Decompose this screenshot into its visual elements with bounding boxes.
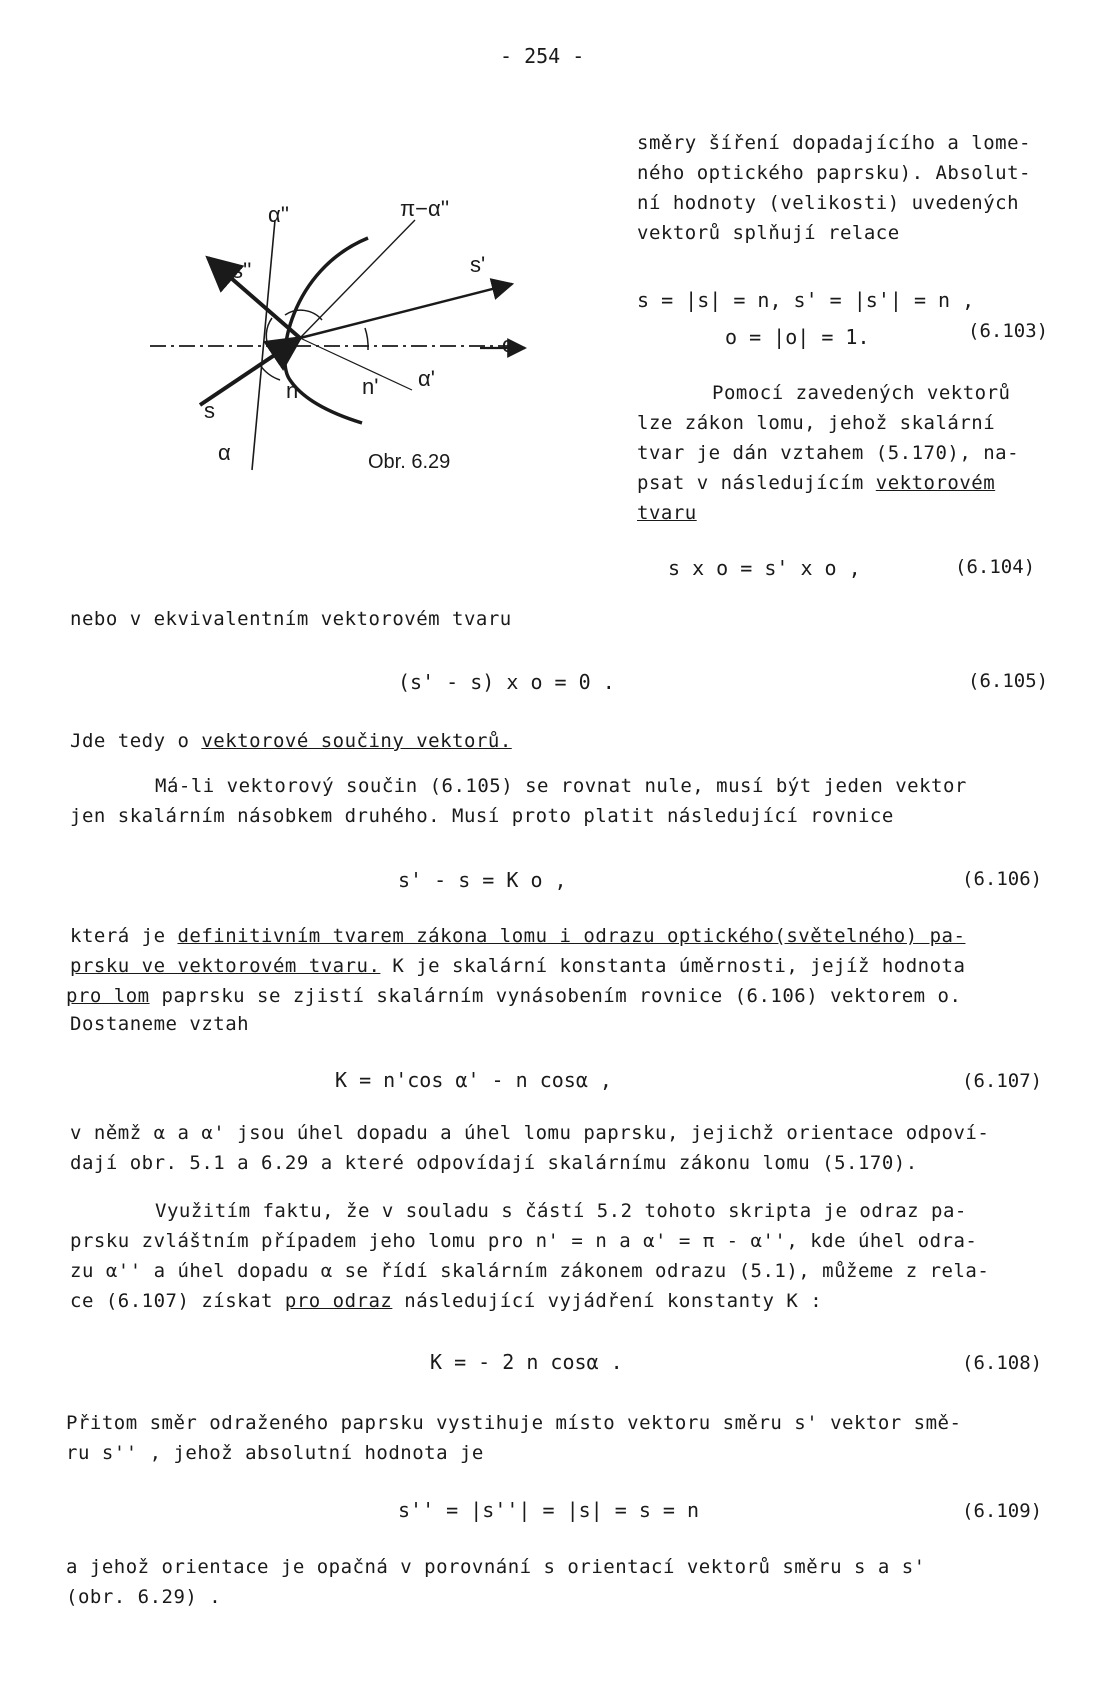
right-col-p2-line-5: tvaru bbox=[637, 502, 697, 524]
right-col-line-4: vektorů splňují relace bbox=[637, 222, 900, 244]
right-col-p2-line-1: Pomocí zavedených vektorů bbox=[712, 382, 1011, 404]
body-line-4: jen skalárním násobkem druhého. Musí proto platit následující rovnice bbox=[70, 805, 894, 827]
label-pi-minus-alpha: π−α'' bbox=[400, 196, 450, 221]
equation-number-6-103: (6.103) bbox=[968, 320, 1049, 342]
equation-number-6-104: (6.104) bbox=[955, 556, 1036, 578]
body-line-5 bbox=[70, 925, 965, 947]
body-line-14 bbox=[70, 1290, 822, 1312]
body-line-12: prsku zvláštním případem jeho lomu pro n' = n a α' = π - α'', kde úhel odra- bbox=[70, 1230, 978, 1252]
body-line-14-text-a: ce (6.107) získat bbox=[70, 1290, 285, 1312]
body-line-14-underlined: pro odraz bbox=[284, 1290, 393, 1312]
body-line-11: Využitím faktu, že v souladu s částí 5.2 tohoto skripta je odraz pa- bbox=[155, 1200, 967, 1222]
body-line-7-text: paprsku se zjistí skalárním vynásobením rovnice (6.106) vektorem o. bbox=[149, 985, 962, 1007]
body-line-13: zu α'' a úhel dopadu α se řídí skalárním zákonem odrazu (5.1), můžeme z rela- bbox=[70, 1260, 990, 1282]
body-line-6 bbox=[70, 955, 965, 977]
pi-alpha-line bbox=[300, 220, 415, 338]
equation-6-104: s x o = s' x o , bbox=[668, 556, 861, 580]
body-line-18: (obr. 6.29) . bbox=[66, 1586, 222, 1608]
label-alpha: α bbox=[218, 440, 231, 465]
right-col-line-3: ní hodnoty (velikosti) uvedených bbox=[637, 192, 1020, 214]
equation-6-106: s' - s = K o , bbox=[398, 868, 567, 892]
body-line-7 bbox=[66, 985, 961, 1007]
body-line-6-underlined: prsku ve vektorovém tvaru. bbox=[70, 955, 381, 977]
equation-6-109: s'' = |s''| = |s| = s = n bbox=[398, 1498, 700, 1522]
right-col-p2-line-4-text: psat v následujícím bbox=[637, 472, 864, 494]
equation-number-6-109: (6.109) bbox=[962, 1500, 1043, 1522]
body-line-9: v němž α a α' jsou úhel dopadu a úhel lomu paprsku, jejichž orientace odpoví- bbox=[70, 1122, 990, 1144]
refracted-ray bbox=[300, 284, 512, 338]
body-line-17: a jehož orientace je opačná v porovnání s orientací vektorů směru s a s' bbox=[66, 1556, 926, 1578]
label-alpha-prime: α' bbox=[418, 366, 435, 391]
label-n-prime: n' bbox=[362, 374, 379, 399]
label-n: n bbox=[286, 378, 299, 403]
body-line-14-text-b: následující vyjádření konstanty K : bbox=[392, 1290, 823, 1312]
body-line-8: Dostaneme vztah bbox=[70, 1013, 250, 1035]
equation-number-6-107: (6.107) bbox=[962, 1070, 1043, 1092]
angle-arc-4 bbox=[260, 365, 280, 380]
body-line-15: Přitom směr odraženého paprsku vystihuje místo vektoru směru s' vektor smě- bbox=[66, 1412, 962, 1434]
right-col-p2-line-4 bbox=[637, 472, 995, 494]
right-col-line-1: směry šíření dopadajícího a lome- bbox=[637, 132, 1031, 154]
equation-number-6-108: (6.108) bbox=[962, 1352, 1043, 1374]
body-line-6-text: K je skalární konstanta úměrnosti, jejíž hodnota bbox=[380, 955, 966, 977]
figure-6-29 bbox=[140, 180, 560, 520]
body-line-1: nebo v ekvivalentním vektorovém tvaru bbox=[70, 608, 512, 630]
body-line-3: Má-li vektorový součin (6.105) se rovnat nule, musí být jeden vektor bbox=[155, 775, 967, 797]
right-col-p2-line-4-underlined: vektorovém bbox=[875, 472, 996, 494]
body-line-5-text: která je bbox=[70, 925, 178, 947]
label-alpha-double-prime: α'' bbox=[268, 202, 290, 227]
equation-number-6-105: (6.105) bbox=[968, 670, 1049, 692]
body-line-2-text: Jde tedy o bbox=[70, 730, 202, 752]
label-s-double-prime: s'' bbox=[232, 258, 252, 283]
right-col-p2-line-3: tvar je dán vztahem (5.170), na- bbox=[637, 442, 1020, 464]
label-o: o bbox=[502, 332, 515, 357]
body-line-10: dají obr. 5.1 a 6.29 a které odpovídají skalárnímu zákonu lomu (5.170). bbox=[70, 1152, 918, 1174]
reflected-ray bbox=[208, 258, 300, 338]
body-line-2-underlined: vektorové součiny vektorů. bbox=[201, 730, 512, 752]
label-s: s bbox=[204, 398, 215, 423]
equation-6-105: (s' - s) x o = 0 . bbox=[398, 670, 615, 694]
body-line-2 bbox=[70, 730, 512, 752]
page-number: - 254 - bbox=[500, 44, 585, 68]
equation-number-6-106: (6.106) bbox=[962, 868, 1043, 890]
equation-6-103-b: o = |o| = 1. bbox=[725, 325, 870, 349]
body-line-16: ru s'' , jehož absolutní hodnota je bbox=[66, 1442, 484, 1464]
equation-6-108: K = - 2 n cosα . bbox=[430, 1350, 623, 1374]
body-line-5-underlined: definitivním tvarem zákona lomu i odrazu optického(světelného) pa- bbox=[177, 925, 966, 947]
normal-line bbox=[252, 220, 275, 470]
body-line-7-underlined: pro lom bbox=[66, 985, 150, 1007]
equation-6-103-a: s = |s| = n, s' = |s'| = n , bbox=[637, 288, 975, 312]
right-col-line-2: ného optického paprsku). Absolut- bbox=[637, 162, 1031, 184]
figure-caption: Obr. 6.29 bbox=[368, 451, 451, 473]
equation-6-107: K = n'cos α' - n cosα , bbox=[335, 1068, 612, 1092]
label-s-prime: s' bbox=[470, 252, 486, 277]
right-col-p2-line-2: lze zákon lomu, jehož skalární bbox=[637, 412, 996, 434]
